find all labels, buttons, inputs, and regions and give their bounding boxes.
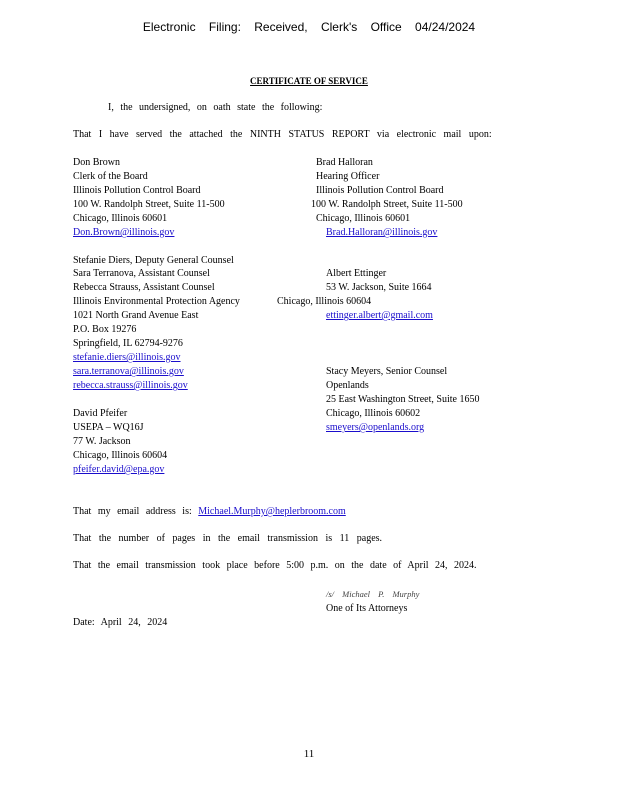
intro-line: I, the undersigned, on oath state the following:	[108, 102, 323, 113]
left-block2-email-link-2[interactable]: sara.terranova@illinois.gov	[73, 366, 184, 377]
date-line: Date: April 24, 2024	[73, 617, 168, 628]
left-block2-line6: P.O. Box 19276	[73, 324, 137, 335]
left-block1-line2: Clerk of the Board	[73, 171, 148, 182]
right-block1-line4: 100 W. Randolph Street, Suite 11-500	[311, 199, 463, 210]
left-block2-line1: Stefanie Diers, Deputy General Counsel	[73, 255, 234, 266]
right-block3-line4: Chicago, Illinois 60602	[326, 408, 421, 419]
right-block1-email-link[interactable]: Brad.Halloran@illinois.gov	[326, 227, 438, 238]
time-line: That the email transmission took place before 5:00 p.m. on the date of April 24, 2024.	[73, 560, 477, 571]
right-block2-line1: Albert Ettinger	[326, 268, 387, 279]
left-block2-email-link-1[interactable]: stefanie.diers@illinois.gov	[73, 352, 181, 363]
left-block2-line5: 1021 North Grand Avenue East	[73, 310, 199, 321]
signature-title: One of Its Attorneys	[326, 603, 408, 614]
right-block3-line1: Stacy Meyers, Senior Counsel	[326, 366, 448, 377]
signature: /s/ Michael P. Murphy	[326, 589, 420, 599]
left-block3-line4: Chicago, Illinois 60604	[73, 450, 168, 461]
page-number: 11	[303, 748, 315, 760]
pages-line: That the number of pages in the email transmission is 11 pages.	[73, 533, 383, 544]
left-block1-line4: 100 W. Randolph Street, Suite 11-500	[73, 199, 225, 210]
right-block2-line2: 53 W. Jackson, Suite 1664	[326, 282, 432, 293]
left-block2-email-link-3[interactable]: rebecca.strauss@illinois.gov	[73, 380, 188, 391]
left-block2-line3: Rebecca Strauss, Assistant Counsel	[73, 282, 215, 293]
right-block1-line2: Hearing Officer	[316, 171, 380, 182]
right-block3-email-link[interactable]: smeyers@openlands.org	[326, 422, 425, 433]
right-block1-line3: Illinois Pollution Control Board	[316, 185, 444, 196]
right-block3-line2: Openlands	[326, 380, 369, 391]
left-block3-line2: USEPA – WQ16J	[73, 422, 144, 433]
left-block1-email-link[interactable]: Don.Brown@illinois.gov	[73, 227, 175, 238]
left-block3-email-link[interactable]: pfeifer.david@epa.gov	[73, 464, 165, 475]
filing-header: Electronic Filing: Received, Clerk's Office 04/24/2024	[142, 20, 476, 34]
left-block2-line7: Springfield, IL 62794-9276	[73, 338, 183, 349]
email-line	[73, 506, 346, 517]
right-block2-line3: Chicago, Illinois 60604	[277, 296, 372, 307]
right-block1-line1: Brad Halloran	[316, 157, 373, 168]
right-block2-email-link[interactable]: ettinger.albert@gmail.com	[326, 310, 433, 321]
right-block3-line3: 25 East Washington Street, Suite 1650	[326, 394, 480, 405]
left-block2-line4: Illinois Environmental Protection Agency	[73, 296, 240, 307]
document-title-text: CERTIFICATE OF SERVICE	[250, 76, 368, 86]
left-block1-line3: Illinois Pollution Control Board	[73, 185, 201, 196]
left-block3-line1: David Pfeifer	[73, 408, 128, 419]
document-title	[0, 76, 618, 86]
left-block1-line1: Don Brown	[73, 157, 120, 168]
left-block1-line5: Chicago, Illinois 60601	[73, 213, 168, 224]
michael-murphy-email-link[interactable]: Michael.Murphy@heplerbroom.com	[198, 506, 346, 517]
right-block1-line5: Chicago, Illinois 60601	[316, 213, 411, 224]
email-line-prefix: That my email address is:	[73, 506, 192, 517]
left-block3-line3: 77 W. Jackson	[73, 436, 131, 447]
left-block2-line2: Sara Terranova, Assistant Counsel	[73, 268, 210, 279]
served-line: That I have served the attached the NINTH STATUS REPORT via electronic mail upon:	[73, 129, 492, 140]
